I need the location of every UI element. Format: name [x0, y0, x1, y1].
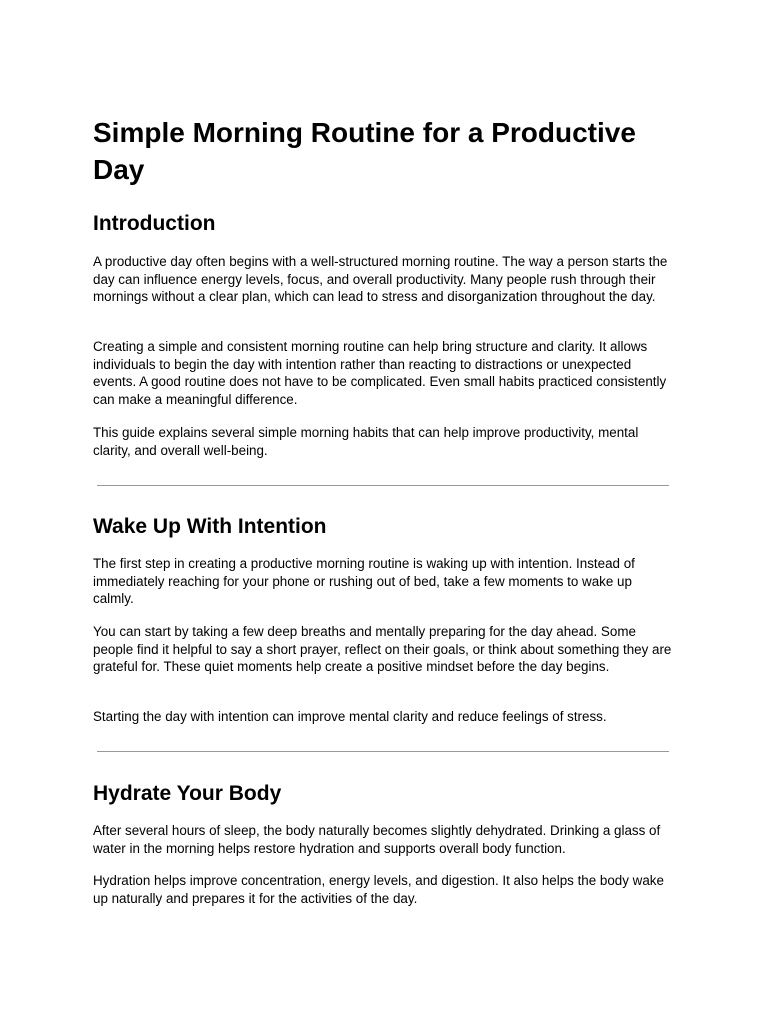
- paragraph: A productive day often begins with a well-structured morning routine. The way a person starts the day can influence energy levels, focus, and overall productivity. Many people rush through their mornings without a clear plan, which can lead to stress and disorganization throughout the day.: [93, 254, 668, 305]
- paragraph: Starting the day with intention can improve mental clarity and reduce feelings of stress.: [93, 709, 607, 724]
- paragraph: The first step in creating a productive morning routine is waking up with intention. Instead of immediately reaching for your phone or rushing out of bed, take a few moments to wake up calmly.: [93, 556, 635, 607]
- section-divider: [97, 485, 669, 486]
- section-heading-wake-up: Wake Up With Intention: [93, 515, 327, 538]
- section-heading-hydrate: Hydrate Your Body: [93, 782, 282, 805]
- section-divider: [97, 751, 669, 752]
- paragraph: Hydration helps improve concentration, energy levels, and digestion. It also helps the body wake up naturally and prepares it for the activities of the day.: [93, 873, 664, 906]
- paragraph: After several hours of sleep, the body naturally becomes slightly dehydrated. Drinking a glass of water in the morning helps restore hydration and supports overall body function.: [93, 823, 661, 856]
- page-title: Simple Morning Routine for a Productive Day: [93, 117, 636, 185]
- paragraph: Creating a simple and consistent morning routine can help bring structure and clarity. It allows individuals to begin the day with intention rather than reacting to distractions or unexpected events. A good routine does not have to be complicated. Even small habits practiced consistently can make a meaningful difference.: [93, 339, 667, 408]
- section-heading-introduction: Introduction: [93, 212, 216, 235]
- paragraph: You can start by taking a few deep breaths and mentally preparing for the day ahead. Some people find it helpful to say a short prayer, reflect on their goals, or think about something they are grateful for. These quiet moments help create a positive mindset before the day begins.: [93, 624, 672, 675]
- paragraph: This guide explains several simple morning habits that can help improve productivity, mental clarity, and overall well-being.: [93, 425, 639, 458]
